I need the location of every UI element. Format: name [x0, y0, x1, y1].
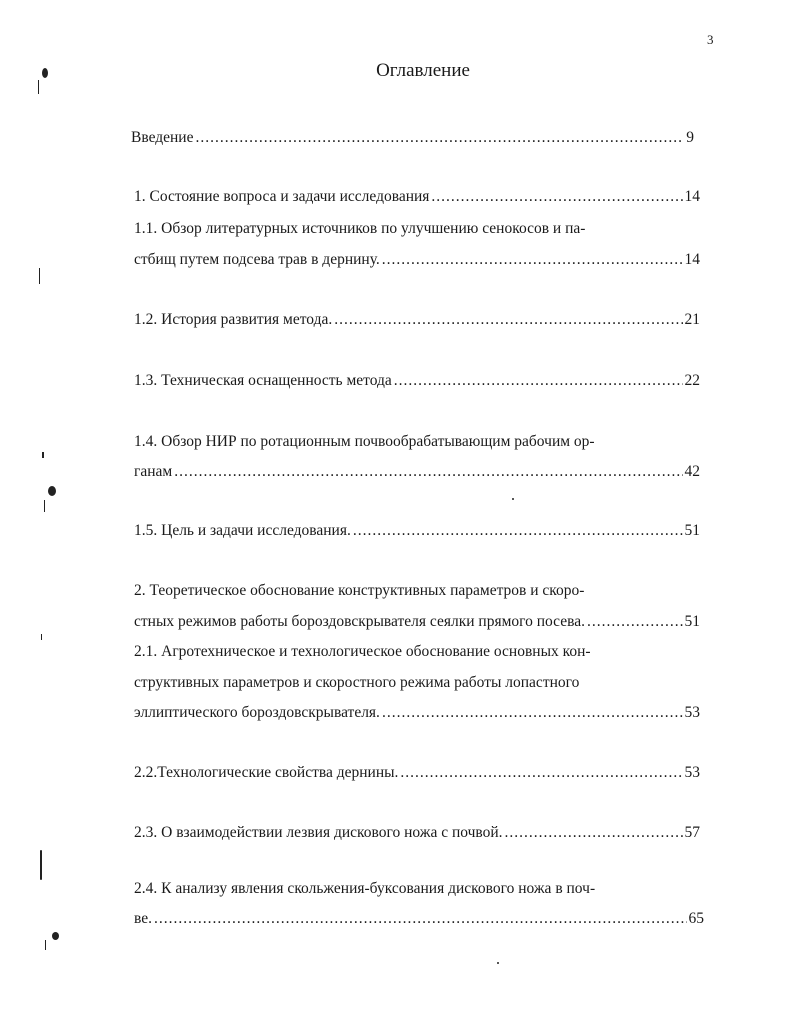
toc-page-number: 51: [684, 522, 700, 539]
toc-page-number: 57: [684, 824, 700, 841]
dot-leader: [587, 612, 683, 632]
toc-page-number: 9: [686, 129, 694, 146]
toc-page-number: 14: [684, 251, 700, 268]
toc-entry-2-4: [134, 909, 704, 929]
scan-speck: [497, 962, 499, 964]
toc-entry-text: 1.5. Цель и задачи исследования.: [134, 522, 351, 539]
scan-speck: [52, 932, 59, 940]
toc-entry-text: ганам: [134, 463, 173, 480]
toc-page-number: 21: [684, 311, 700, 328]
toc-page-number: 42: [684, 463, 700, 480]
toc-entry-2-3: [134, 823, 700, 843]
toc-entry-text: 1. Состояние вопроса и задачи исследования: [134, 188, 430, 205]
scan-speck: [38, 80, 39, 94]
dot-leader: [382, 250, 683, 270]
toc-entry-2-4-line: 2.4. К анализу явления скольжения-буксования дискового ножа в поч-: [134, 880, 596, 897]
toc-entry-text: стных режимов работы бороздовскрывателя сеялки прямого посева.: [134, 613, 585, 630]
toc-entry-text: эллиптического бороздовскрывателя.: [134, 704, 380, 721]
scan-speck: [48, 486, 56, 496]
scan-speck: [42, 452, 44, 458]
scan-speck: [41, 634, 42, 640]
toc-entry-2-1-line: 2.1. Агротехническое и технологическое обоснование основных кон-: [134, 643, 591, 660]
dot-leader: [154, 909, 687, 929]
toc-page-number: 14: [684, 188, 700, 205]
toc-entry-1-5: [134, 521, 700, 541]
toc-entry-2: [134, 612, 700, 632]
toc-page-number: 53: [684, 764, 700, 781]
dot-leader: [382, 703, 683, 723]
page-number: 3: [707, 32, 714, 47]
toc-entry-1-1: [134, 250, 700, 270]
toc-entry-2-1-line: структивных параметров и скоростного режима работы лопастного: [134, 674, 580, 691]
dot-leader: [174, 462, 682, 482]
toc-entry-2-line: 2. Теоретическое обоснование конструктивных параметров и скоро-: [134, 582, 585, 599]
toc-entry-text: 1.2. История развития метода.: [134, 311, 333, 328]
toc-entry-text: 2.3. О взаимодействии лезвия дискового ножа с почвой.: [134, 824, 503, 841]
toc-entry-1: [134, 187, 700, 207]
toc-page-number: 65: [688, 910, 704, 927]
toc-entry-1-3: [134, 371, 700, 391]
scan-speck: [40, 850, 42, 880]
toc-entry-2-1: [134, 703, 700, 723]
toc-entry-1-4: [134, 462, 700, 482]
toc-page-number: 51: [684, 613, 700, 630]
scan-speck: [39, 268, 40, 284]
scan-speck: [512, 498, 514, 500]
toc-entry-1-2: [134, 310, 700, 330]
toc-entry-text: Введение: [131, 129, 194, 146]
toc-entry-1-1-line: 1.1. Обзор литературных источников по улучшению сенокосов и па-: [134, 220, 586, 237]
toc-entry-1-4-line: 1.4. Обзор НИР по ротационным почвообрабатывающим рабочим ор-: [134, 433, 595, 450]
scan-speck: [42, 68, 48, 78]
toc-entry-text: стбищ путем подсева трав в дернину.: [134, 251, 380, 268]
scan-speck: [45, 940, 46, 950]
toc-entry-text: ве.: [134, 910, 152, 927]
toc-entry-introduction: [131, 128, 694, 148]
dot-leader: [195, 128, 684, 148]
toc-entry-2-2: [134, 763, 700, 783]
page-title: Оглавление: [376, 60, 470, 81]
toc-entry-text: 2.2.Технологические свойства дернины.: [134, 764, 399, 781]
toc-page-number: 22: [684, 372, 700, 389]
toc-page-number: 53: [684, 704, 700, 721]
dot-leader: [353, 521, 683, 541]
dot-leader: [400, 763, 682, 783]
dot-leader: [431, 187, 682, 207]
toc-entry-text: 1.3. Техническая оснащенность метода: [134, 372, 392, 389]
dot-leader: [505, 823, 683, 843]
dot-leader: [394, 371, 683, 391]
scan-speck: [44, 500, 45, 512]
dot-leader: [334, 310, 682, 330]
